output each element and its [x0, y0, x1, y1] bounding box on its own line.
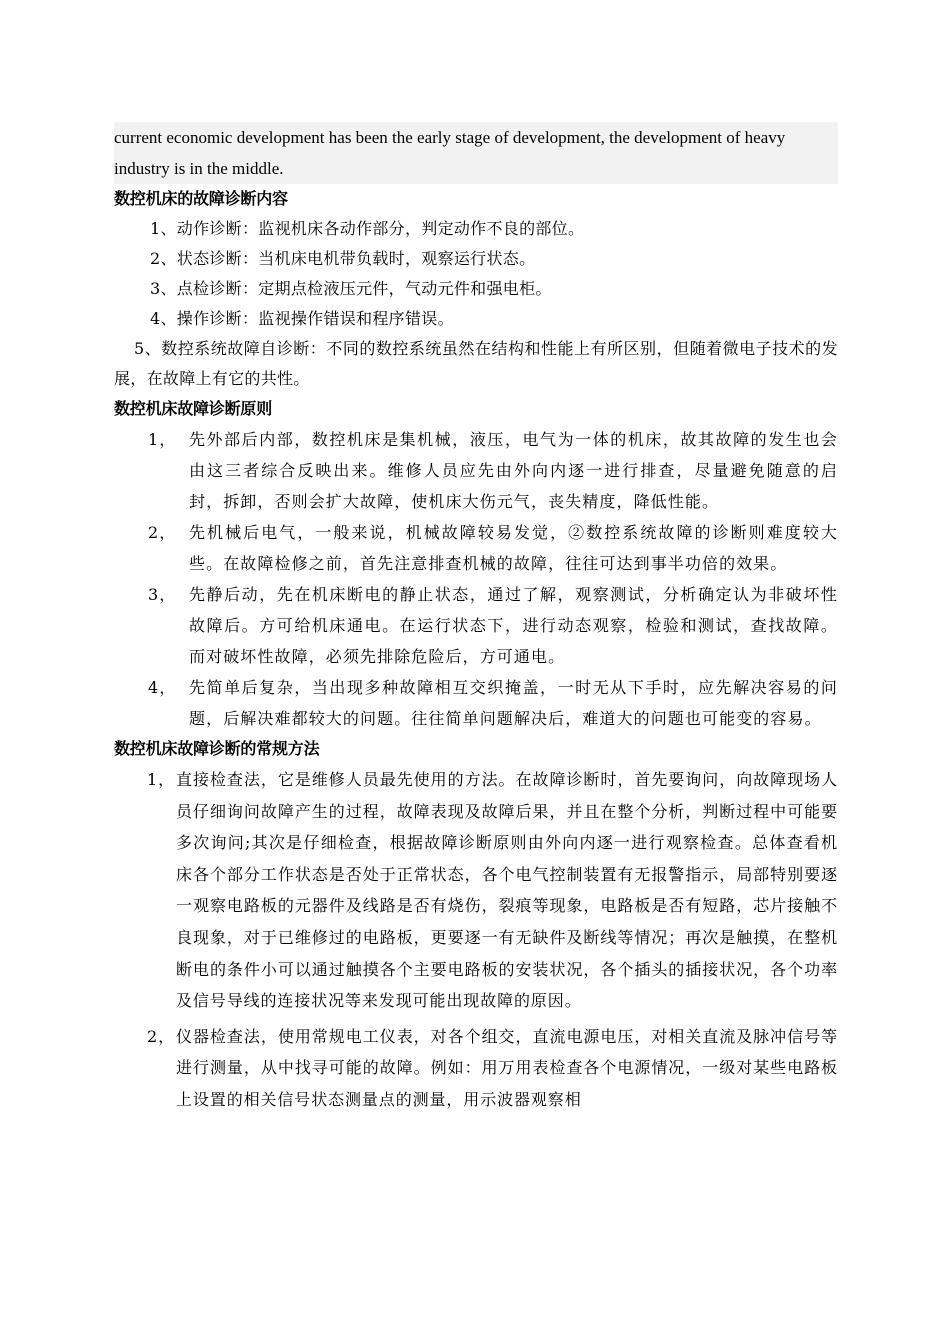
section-heading-principles: 数控机床故障诊断原则	[114, 399, 273, 418]
item-text: 直接检查法，它是维修人员最先使用的方法。在故障诊断时，首先要询问，向故障现场人员仔细询问故障产生的过程，故障表现及故障后果，并且在整个分析，判断过程中可能要多次询问;其次是仔细检查，根据故障诊断原则由外向内逐一进行观察检查。总体查看机床各个部分工作状态是否处于正常状态，各个电气控制装置有无报警指示，局部特别要逐一观察电路板的元器件及线路是否有烧伤，裂痕等现象，电路板是否有短路，芯片接触不良现象，对于已维修过的电路板，更要逐一有无缺件及断线等情况；再次是触摸，在整机断电的条件小可以通过触摸各个主要电路板的安装状况，各个插头的插接状况，各个功率及信号导线的连接状况等来发现可能出现故障的原因。	[176, 770, 838, 1011]
item-number: 2，	[148, 523, 177, 542]
diagnosis-methods-list	[114, 764, 838, 1116]
diagnosis-content-list	[114, 214, 838, 394]
list-item	[114, 579, 838, 672]
list-item	[114, 1021, 838, 1116]
list-item: 2、状态诊断：当机床电机带负载时，观察运行状态。	[150, 249, 536, 268]
item-number: 4，	[148, 678, 177, 697]
list-item: 4、操作诊断：监视操作错误和程序错误。	[150, 309, 454, 328]
item-text: 先静后动，先在机床断电的静止状态，通过了解，观察测试，分析确定认为非破坏性故障后。方可给机床通电。在运行状态下，进行动态观察，检验和测试，查找故障。而对破坏性故障，必须先排除危险后，方可通电。	[189, 585, 838, 666]
item-text: 仪器检查法，使用常规电工仪表，对各个组交，直流电源电压，对相关直流及脉冲信号等进行测量，从中找寻可能的故障。例如：用万用表检查各个电源情况，一级对某些电路板上设置的相关信号状态测量点的测量，用示波器观察相	[176, 1026, 838, 1109]
diagnosis-principles-list	[114, 424, 838, 734]
intro-paragraph: current economic development has been the early stage of development, the development of heavy industry is in the middle.	[114, 122, 838, 184]
document-page	[114, 122, 838, 1116]
item-number: 1，	[148, 430, 177, 449]
item-number: 2，	[147, 1026, 175, 1046]
item-text: 先简单后复杂，当出现多种故障相互交织掩盖，一时无从下手时，应先解决容易的问题，后解决难都较大的问题。往往简单问题解决后，难道大的问题也可能变的容易。	[189, 678, 838, 728]
item-number: 1，	[147, 770, 175, 789]
item-text: 先外部后内部，数控机床是集机械，液压，电气为一体的机床，故其故障的发生也会由这三者综合反映出来。维修人员应先由外向内逐一进行排查，尽量避免随意的启封，拆卸，否则会扩大故障，使机床大伤元气，丧失精度，降低性能。	[189, 430, 838, 511]
list-item: 1、动作诊断：监视机床各动作部分，判定动作不良的部位。	[150, 219, 585, 238]
list-item: 3、点检诊断：定期点检液压元件，气动元件和强电柜。	[150, 279, 552, 298]
list-item	[114, 764, 838, 1017]
list-item	[114, 672, 838, 734]
list-item	[114, 424, 838, 517]
item-number: 3，	[148, 585, 177, 604]
section-heading-content: 数控机床的故障诊断内容	[114, 189, 288, 208]
list-item	[114, 517, 838, 579]
item-text: 先机械后电气，一般来说，机械故障较易发觉，②数控系统故障的诊断则难度较大些。在故障检修之前，首先注意排查机械的故障，往往可达到事半功倍的效果。	[189, 523, 838, 573]
section-heading-methods: 数控机床故障诊断的常规方法	[114, 739, 320, 758]
list-item: 5、数控系统故障自诊断：不同的数控系统虽然在结构和性能上有所区别，但随着微电子技术的发展，在故障上有它的共性。	[114, 339, 838, 388]
